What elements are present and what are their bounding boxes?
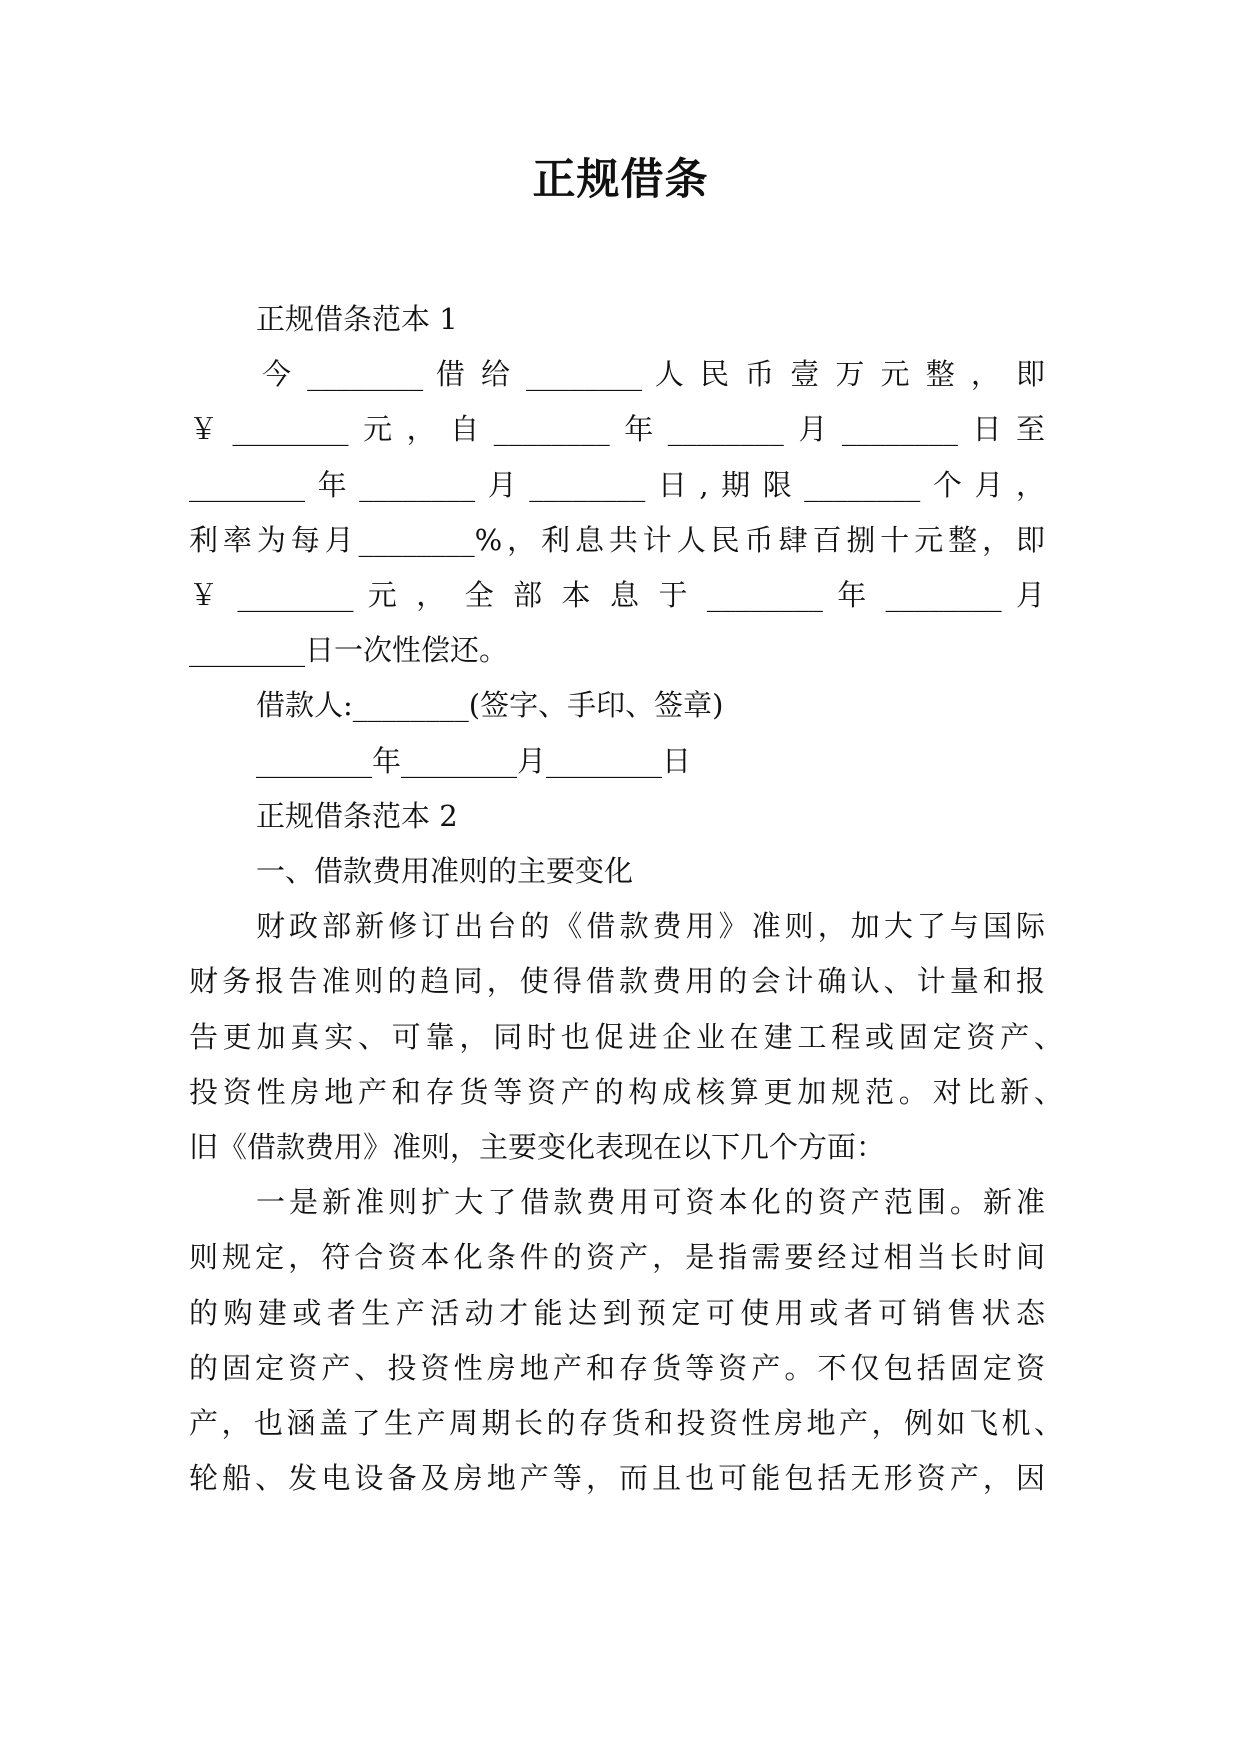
paragraph-line: 旧《借款费用》准则，主要变化表现在以下几个方面： — [189, 1130, 886, 1164]
paragraph-line: 一是新准则扩大了借款费用可资本化的资产范围。新准 — [256, 1185, 1045, 1219]
paragraph-line: 的固定资产、投资性房地产和存货等资产。不仅包括固定资 — [189, 1351, 1045, 1385]
section-heading-sample-2: 正规借条范本 2 — [256, 799, 458, 833]
paragraph-line: 投资性房地产和存货等资产的构成核算更加规范。对比新、 — [189, 1075, 1063, 1109]
paragraph-line: 利率为每月________%，利息共计人民币肆百捌十元整，即 — [189, 523, 1045, 557]
subsection-heading: 一、借款费用准则的主要变化 — [256, 854, 634, 888]
paragraph-line: ￥________元，自________年________月________日至 — [189, 412, 1045, 446]
paragraph-line: ________日一次性偿还。 — [189, 633, 509, 667]
date-line: ________年________月________日 — [256, 744, 692, 778]
section-heading-sample-1: 正规借条范本 1 — [256, 302, 458, 336]
paragraph-line: 则规定，符合资本化条件的资产，是指需要经过相当长时间 — [189, 1240, 1045, 1274]
paragraph-line: 的购建或者生产活动才能达到预定可使用或者可销售状态 — [189, 1296, 1045, 1330]
paragraph-line: ________年________月________日,期限________个月， — [189, 468, 1045, 502]
borrower-signature-line: 借款人:________(签字、手印、签章) — [256, 688, 724, 722]
paragraph-line: 财政部新修订出台的《借款费用》准则，加大了与国际 — [256, 909, 1045, 943]
paragraph-line: 财务报告准则的趋同，使得借款费用的会计确认、计量和报 — [189, 964, 1045, 998]
paragraph-line: ￥ ________ 元 ， 全 部 本 息 于 ________ 年 ________ 月 — [189, 578, 1045, 612]
paragraph-line: 告更加真实、可靠，同时也促进企业在建工程或固定资产、 — [189, 1020, 1063, 1054]
paragraph-line: 轮船、发电设备及房地产等，而且也可能包括无形资产，因 — [189, 1461, 1045, 1495]
paragraph-line: 产，也涵盖了生产周期长的存货和投资性房地产，例如飞机、 — [189, 1406, 1063, 1440]
paragraph-line: 今 ________ 借 给 ________ 人 民 币 壹 万 元 整 ， 即 — [262, 357, 1045, 391]
document-title: 正规借条 — [532, 155, 709, 205]
